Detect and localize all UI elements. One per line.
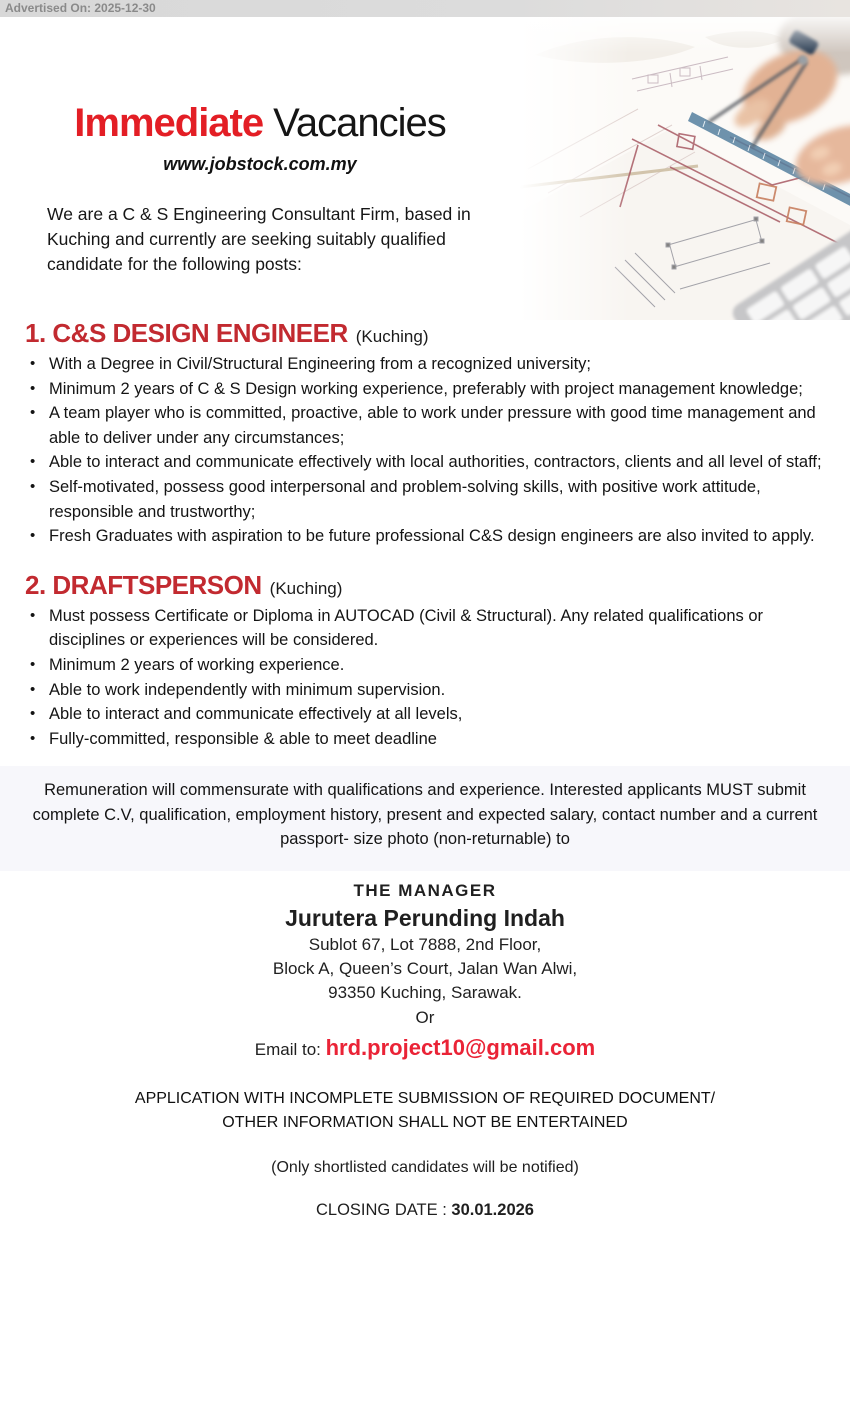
address-line: 93350 Kuching, Sarawak. [328,982,522,1002]
ad-title [0,100,520,146]
or-label: Or [415,1007,435,1027]
incomplete-warning [0,1087,850,1135]
advertised-on-label: Advertised On: 2025-12-30 [5,1,156,15]
job-heading [25,318,850,349]
ad-title-block [0,100,520,175]
footer-notes [0,1087,850,1220]
remuneration-band [0,766,850,871]
job-listings [0,318,850,1220]
job-section-draftsperson [0,570,850,752]
job-requirement: • Self-motivated, possess good interpersonal and problem-solving skills, with positive work attitude, responsible and trustworthy; [49,475,839,524]
job-requirement: • Minimum 2 years of C & S Design working experience, preferably with project management knowledge; [49,377,839,402]
job-requirement: • Able to work independently with minimum supervision. [49,678,839,703]
shortlist-note: (Only shortlisted candidates will be notified) [271,1158,579,1176]
job-requirement: • Able to interact and communicate effectively at all levels, [49,702,839,727]
job-requirement: • A team player who is committed, proactive, able to work under pressure with good time management and able to deliver under any circumstances; [49,401,839,450]
job-requirements-list [0,604,839,752]
incomplete-warning-line2: OTHER INFORMATION SHALL NOT BE ENTERTAINED [222,1113,628,1131]
job-requirements-list [0,352,839,549]
job-location: (Kuching) [355,327,429,346]
job-requirement: • Able to interact and communicate effectively with local authorities, contractors, clients and all level of staff; [49,450,839,475]
ad-title-immediate: Immediate [74,101,264,145]
closing-date-line [0,1201,850,1220]
company-name: Jurutera Perunding Indah [285,904,565,931]
job-location: (Kuching) [269,578,343,598]
job-title: 1. C&S DESIGN ENGINEER [25,318,348,348]
email-label: Email to: [254,1039,326,1059]
hero-photo [520,17,850,320]
address-line: Sublot 67, Lot 7888, 2nd Floor, [308,934,542,954]
remuneration-paragraph: Remuneration will commensurate with qualifications and experience. Interested applicants MUST submit complete C.V, qualification, employment history, present and expected salary, contact number and a current passport- size photo (non-returnable) to [32,781,818,849]
email-address-link[interactable]: hrd.project10@gmail.com [325,1034,596,1060]
job-section-cs-design-engineer [0,318,850,549]
email-line [0,1032,850,1066]
contact-recipient: THE MANAGER [353,880,497,900]
closing-date-value: 30.01.2026 [451,1200,534,1219]
job-title: 2. DRAFTSPERSON [25,569,262,600]
intro-paragraph: We are a C & S Engineering Consultant Firm, based in Kuching and currently are seeking suitably qualified candidate for the following posts: [47,204,471,274]
advertised-on-bar [0,0,850,17]
job-heading [25,570,850,601]
drafting-compass-hands-photo-icon [520,17,850,320]
job-requirement: • Fresh Graduates with aspiration to be future professional C&S design engineers are also invited to apply. [49,524,839,549]
job-requirement: • Fully-committed, responsible & able to meet deadline [49,727,839,752]
job-requirement: • Minimum 2 years of working experience. [49,653,839,678]
address-line: Block A, Queen’s Court, Jalan Wan Alwi, [272,958,578,978]
ad-title-vacancies: Vacancies [273,101,446,145]
closing-date-label: CLOSING DATE : [316,1200,452,1219]
incomplete-warning-line1: APPLICATION WITH INCOMPLETE SUBMISSION OF REQUIRED DOCUMENT/ [134,1089,716,1107]
job-requirement: • With a Degree in Civil/Structural Engineering from a recognized university; [49,352,839,377]
job-requirement: • Must possess Certificate or Diploma in AUTOCAD (Civil & Structural). Any related qualifications or disciplines or experiences will be considered. [49,604,839,653]
website-link[interactable]: www.jobstock.com.my [163,154,357,174]
contact-block [0,878,850,1066]
address-lines [0,933,850,1005]
